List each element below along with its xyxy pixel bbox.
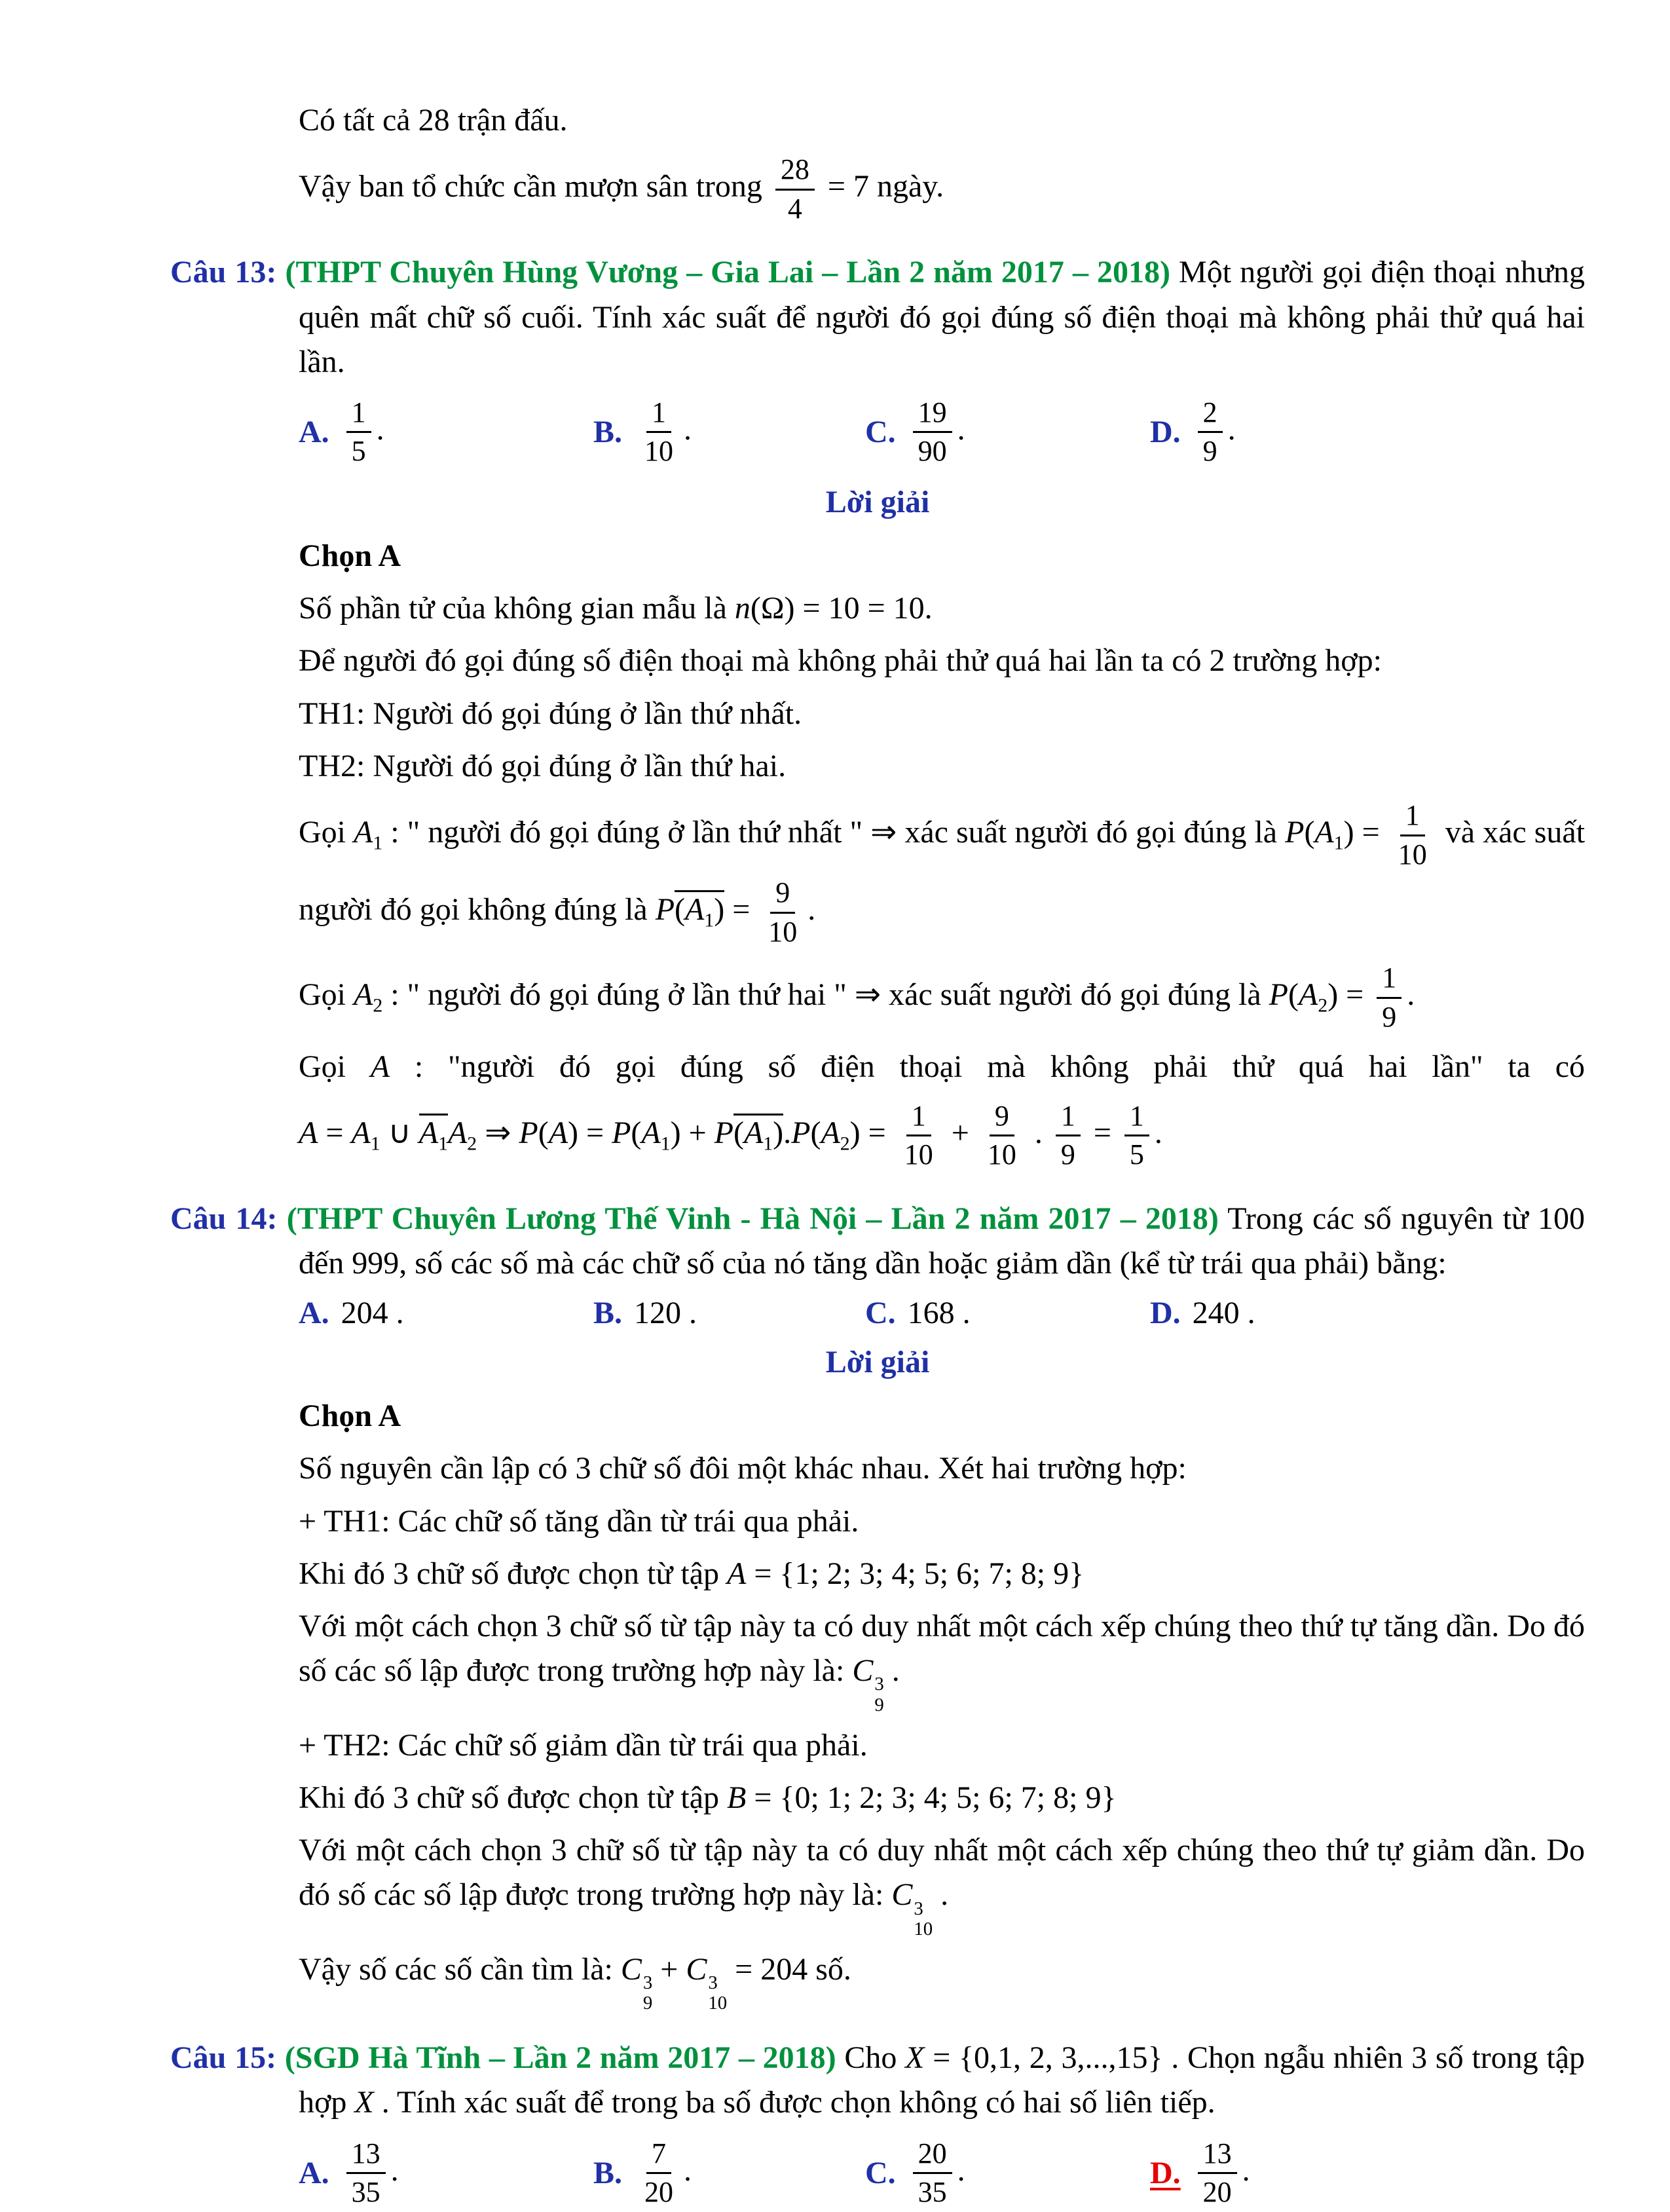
close-paren: ) bbox=[714, 892, 725, 928]
question-source: (THPT Chuyên Hùng Vương – Gia Lai – Lần 2 năm 2017 – 2018) bbox=[285, 255, 1170, 290]
text-run: . bbox=[807, 892, 816, 928]
text-run: ( bbox=[631, 1115, 642, 1150]
subscript: 2 bbox=[1318, 995, 1328, 1017]
math-variable: A bbox=[299, 1115, 318, 1150]
subscript: 2 bbox=[467, 1133, 477, 1155]
fraction bbox=[913, 2137, 952, 2209]
text-run: . bbox=[1026, 1115, 1050, 1150]
denominator: 5 bbox=[351, 435, 366, 468]
answer-options-row bbox=[299, 394, 1585, 471]
text-run: Gọi bbox=[299, 1049, 371, 1084]
text-run: Gọi bbox=[299, 977, 354, 1013]
option-letter: B. bbox=[593, 1296, 623, 1331]
text-run: Cho bbox=[836, 2040, 906, 2076]
text-run: ∪ bbox=[380, 1115, 419, 1150]
text-run: . bbox=[390, 2152, 399, 2188]
math-sup-sub bbox=[686, 1951, 728, 2014]
text-run: Vậy số các số cần tìm là: bbox=[299, 1951, 621, 1987]
solution-line bbox=[299, 1604, 1585, 1715]
chosen-answer: Chọn A bbox=[299, 538, 401, 574]
math-variable: P bbox=[714, 1115, 733, 1150]
solution-line bbox=[299, 959, 1585, 1036]
math-subscripted bbox=[743, 1115, 773, 1155]
denominator: 9 bbox=[1202, 435, 1217, 468]
subscript: 1 bbox=[438, 1133, 448, 1155]
text-run: . bbox=[883, 1653, 900, 1689]
solution-line bbox=[299, 1828, 1585, 1940]
question-text bbox=[278, 1201, 1585, 1281]
numerator: 7 bbox=[646, 2137, 671, 2175]
math-variable: A bbox=[351, 1115, 371, 1150]
chosen-answer: Chọn A bbox=[299, 1398, 401, 1434]
math-variable: A bbox=[354, 815, 373, 850]
answer-option bbox=[299, 2135, 593, 2212]
text-run: = bbox=[724, 892, 758, 928]
numerator: 9 bbox=[770, 876, 795, 914]
math-overlined bbox=[419, 1114, 448, 1154]
option-letter: C. bbox=[865, 1296, 896, 1331]
fraction bbox=[1377, 962, 1401, 1034]
answer-option bbox=[1150, 1295, 1585, 1331]
denominator: 10 bbox=[644, 435, 674, 468]
question-stem bbox=[170, 1197, 1585, 1286]
text-run: . bbox=[376, 411, 384, 447]
solution-formula bbox=[299, 1097, 1585, 1174]
subscript: 9 bbox=[642, 1993, 653, 2014]
solution-line bbox=[299, 692, 1585, 736]
math-variable: A bbox=[1314, 815, 1334, 850]
text-run: . bbox=[957, 411, 965, 447]
text-run: (Ω) = 10 = 10. bbox=[750, 591, 933, 626]
subscript: 1 bbox=[1333, 832, 1344, 854]
math-subscripted bbox=[351, 1115, 380, 1155]
text-run: . bbox=[957, 2152, 965, 2188]
answer-option bbox=[865, 1295, 1150, 1331]
question-13-section bbox=[170, 250, 1585, 1174]
fraction bbox=[639, 2137, 678, 2209]
answer-option bbox=[299, 1295, 593, 1331]
fraction bbox=[775, 153, 815, 225]
text-run bbox=[278, 1201, 287, 1236]
fraction bbox=[899, 1100, 938, 1172]
math-variable: P bbox=[1269, 977, 1288, 1013]
math-variable: P bbox=[655, 892, 675, 928]
text-run: . bbox=[1242, 2152, 1250, 2188]
text-run: Với một cách chọn 3 chữ số từ tập này ta có duy nhất một cách xếp chúng theo thứ tự tăng dần. Do đó số các số lập được trong trường hợp này là: bbox=[299, 1608, 1585, 1689]
math-variable: A bbox=[370, 1049, 390, 1084]
math-variable: X bbox=[905, 2040, 925, 2076]
text-run: ) + bbox=[670, 1115, 714, 1150]
text-run: + TH2: Các chữ số giảm dần từ trái qua phải. bbox=[299, 1727, 868, 1763]
text-run: ) = bbox=[849, 1115, 894, 1150]
math-variable: C bbox=[891, 1877, 913, 1913]
text-run bbox=[276, 2040, 285, 2075]
text-run: = bbox=[1085, 1115, 1119, 1150]
fraction bbox=[1198, 2137, 1237, 2209]
text-run: 240 . bbox=[1192, 1296, 1255, 1331]
question-stem bbox=[170, 250, 1585, 384]
math-variable: A bbox=[1298, 977, 1318, 1013]
denominator: 4 bbox=[787, 192, 802, 225]
text-run: Trong các số nguyên từ 100 đến 999, số các số mà các chữ số của nó tăng dần hoặc giảm dần (kể từ trái qua phải) bằng: bbox=[299, 1201, 1585, 1281]
numerator: 1 bbox=[1400, 799, 1425, 836]
option-letter: B. bbox=[593, 415, 623, 450]
math-overlined-paren bbox=[675, 890, 724, 931]
denominator: 10 bbox=[1398, 838, 1427, 871]
subscript: 2 bbox=[373, 995, 383, 1017]
text-run: . bbox=[684, 411, 692, 447]
answer-option bbox=[1150, 2135, 1585, 2212]
text-run: = bbox=[318, 1115, 352, 1150]
solution-line bbox=[299, 1552, 1585, 1596]
math-variable: A bbox=[354, 977, 373, 1013]
math-variable: C bbox=[852, 1653, 874, 1689]
text-run: + TH1: Các chữ số tăng dần từ trái qua phải. bbox=[299, 1503, 859, 1539]
text-run: . bbox=[783, 1115, 792, 1150]
fraction bbox=[1124, 1100, 1149, 1172]
solution-line bbox=[299, 1446, 1585, 1491]
fraction bbox=[1393, 799, 1432, 871]
text-run: Số nguyên cần lập có 3 chữ số đôi một khác nhau. Xét hai trường hợp: bbox=[299, 1451, 1187, 1486]
solution-line bbox=[299, 1045, 1585, 1089]
numerator: 1 bbox=[646, 396, 671, 434]
fraction bbox=[346, 2137, 386, 2209]
subscript: 1 bbox=[660, 1133, 671, 1155]
answer-option bbox=[593, 1295, 865, 1331]
math-variable: n bbox=[734, 591, 751, 626]
text-run: ( bbox=[1288, 977, 1299, 1013]
option-value bbox=[341, 1295, 404, 1331]
option-value bbox=[634, 1295, 697, 1331]
math-variable: C bbox=[620, 1951, 642, 1987]
subscript: 1 bbox=[373, 832, 383, 854]
numerator: 1 bbox=[906, 1100, 931, 1137]
subscript: 10 bbox=[708, 1993, 728, 2014]
text-run: và xác suất người đó gọi không đúng là bbox=[299, 815, 1586, 928]
text-run: Một người gọi điện thoại nhưng quên mất chữ số cuối. Tính xác suất để người đó gọi đúng số điện thoại mà không phải thử quá hai lần. bbox=[299, 255, 1586, 379]
text-run: = 7 ngày. bbox=[819, 169, 944, 204]
subscript: 10 bbox=[914, 1918, 933, 1940]
answer-options-row bbox=[299, 2135, 1585, 2212]
denominator: 10 bbox=[904, 1138, 933, 1171]
text-run: Khi đó 3 chữ số được chọn từ tập bbox=[299, 1780, 727, 1815]
text-run: . bbox=[1154, 1115, 1162, 1150]
question-14-section bbox=[170, 1197, 1585, 2014]
numerator: 13 bbox=[1198, 2137, 1237, 2175]
math-subscripted bbox=[354, 815, 383, 854]
text-run bbox=[276, 255, 285, 290]
denominator: 90 bbox=[918, 435, 947, 468]
question-label: Câu 15: bbox=[170, 2040, 277, 2076]
answer-option bbox=[1150, 394, 1585, 471]
solution-line bbox=[299, 1947, 1585, 2014]
text-run: Số phần tử của không gian mẫu là bbox=[299, 591, 735, 626]
superscript: 3 bbox=[914, 1898, 923, 1919]
option-letter: C. bbox=[865, 2156, 896, 2191]
math-variable: P bbox=[519, 1115, 538, 1150]
numerator: 20 bbox=[913, 2137, 952, 2175]
sup-sub-stack bbox=[914, 1899, 933, 1940]
option-value bbox=[1193, 394, 1236, 471]
subscript: 9 bbox=[874, 1694, 884, 1715]
question-text bbox=[276, 255, 1585, 379]
math-subscripted bbox=[447, 1115, 477, 1155]
math-subscripted bbox=[685, 892, 714, 931]
option-letter: A. bbox=[299, 415, 329, 450]
question-stem bbox=[170, 2036, 1585, 2125]
text-run: . Tính xác suất để trong ba số được chọn không có hai số liên tiếp. bbox=[373, 2085, 1215, 2120]
denominator: 35 bbox=[351, 2176, 380, 2209]
text-run: . bbox=[1407, 977, 1415, 1013]
text-run: + bbox=[652, 1951, 686, 1987]
math-variable: P bbox=[612, 1115, 631, 1150]
text-run: ( bbox=[1304, 815, 1315, 850]
text-run: ) = bbox=[568, 1115, 612, 1150]
denominator: 20 bbox=[644, 2176, 674, 2209]
math-overlined-paren bbox=[733, 1114, 783, 1154]
option-value bbox=[634, 394, 692, 471]
option-letter: D. bbox=[1150, 1296, 1181, 1331]
option-value bbox=[634, 2135, 692, 2212]
subscript: 1 bbox=[763, 1133, 773, 1155]
question-15-section bbox=[170, 2036, 1585, 2212]
text-run: . bbox=[933, 1877, 949, 1913]
math-variable: A bbox=[743, 1115, 764, 1150]
sup-sub-stack bbox=[708, 1973, 727, 2014]
answer-option bbox=[865, 2135, 1150, 2212]
text-run: . bbox=[1227, 411, 1236, 447]
question-label: Câu 13: bbox=[170, 255, 277, 290]
option-value bbox=[908, 394, 965, 471]
math-variable: A bbox=[641, 1115, 661, 1150]
numerator: 1 bbox=[1124, 1100, 1149, 1137]
subscript: 2 bbox=[840, 1133, 850, 1155]
superscript: 3 bbox=[708, 1972, 718, 1994]
solution-line bbox=[299, 1776, 1585, 1820]
math-subscripted bbox=[1314, 815, 1344, 854]
text-run: ( bbox=[538, 1115, 549, 1150]
math-variable: C bbox=[686, 1951, 707, 1987]
question-label: Câu 14: bbox=[170, 1201, 278, 1236]
numerator: 2 bbox=[1198, 396, 1223, 434]
option-letter: C. bbox=[865, 415, 896, 450]
text-run: : " người đó gọi đúng ở lần thứ hai " ⇒ xác suất người đó gọi đúng là bbox=[382, 977, 1269, 1013]
solution-line bbox=[299, 1723, 1585, 1768]
text-run: 168 . bbox=[907, 1296, 971, 1331]
solution-line bbox=[299, 639, 1585, 683]
solution-heading: Lời giải bbox=[825, 485, 930, 519]
math-variable: X bbox=[354, 2085, 374, 2120]
text-run: Gọi bbox=[299, 815, 354, 850]
text-run: + bbox=[943, 1115, 977, 1150]
math-variable: A bbox=[418, 1115, 439, 1150]
math-sup-sub bbox=[852, 1653, 884, 1715]
denominator: 35 bbox=[918, 2176, 947, 2209]
option-value bbox=[341, 2135, 399, 2212]
numerator: 1 bbox=[346, 396, 371, 434]
denominator: 9 bbox=[1060, 1138, 1075, 1171]
option-value bbox=[1193, 1295, 1255, 1331]
question-text bbox=[276, 2040, 1585, 2120]
math-variable: A bbox=[821, 1115, 840, 1150]
text-run: = {1; 2; 3; 4; 5; 6; 7; 8; 9} bbox=[746, 1556, 1085, 1591]
close-paren: ) bbox=[773, 1115, 784, 1150]
text-run: : "người đó gọi đúng số điện thoại mà không phải thử quá hai lần" ta có bbox=[390, 1049, 1586, 1084]
superscript: 3 bbox=[874, 1674, 884, 1695]
text-run: Với một cách chọn 3 chữ số từ tập này ta có duy nhất một cách xếp chúng theo thứ tự giảm dần. Do đó số các số lập được trong trường hợp này là: bbox=[299, 1832, 1585, 1913]
numerator: 1 bbox=[1056, 1100, 1081, 1137]
text-run: ) = bbox=[1343, 815, 1388, 850]
solution-line bbox=[299, 1499, 1585, 1544]
sup-sub-stack bbox=[643, 1973, 652, 2014]
correct-answer-letter: D. bbox=[1150, 2156, 1181, 2191]
text-run: ) = bbox=[1327, 977, 1372, 1013]
superscript: 3 bbox=[642, 1972, 653, 1994]
math-sup-sub bbox=[891, 1877, 933, 1940]
math-variable: P bbox=[1285, 815, 1305, 850]
fraction bbox=[913, 396, 952, 468]
fraction bbox=[639, 396, 678, 468]
question-source: (THPT Chuyên Lương Thế Vinh - Hà Nội – Lần 2 năm 2017 – 2018) bbox=[286, 1201, 1219, 1236]
text-run: Vậy ban tổ chức cần mượn sân trong bbox=[299, 169, 770, 204]
question-source: (SGD Hà Tĩnh – Lần 2 năm 2017 – 2018) bbox=[284, 2040, 836, 2076]
answer-option bbox=[865, 394, 1150, 471]
subscript: 1 bbox=[704, 909, 714, 931]
math-subscripted bbox=[641, 1115, 671, 1155]
math-sup-sub bbox=[620, 1951, 653, 2014]
math-variable: A bbox=[727, 1556, 747, 1591]
math-subscripted bbox=[354, 977, 383, 1017]
answer-option bbox=[593, 394, 865, 471]
text-run: : " người đó gọi đúng ở lần thứ nhất " ⇒ xác suất người đó gọi đúng là bbox=[382, 815, 1286, 850]
numerator: 28 bbox=[775, 153, 815, 191]
math-variable: A bbox=[685, 892, 705, 928]
option-value bbox=[341, 394, 384, 471]
text-run: TH2: Người đó gọi đúng ở lần thứ hai. bbox=[299, 748, 787, 783]
solution-line bbox=[299, 744, 1585, 789]
fraction bbox=[1198, 396, 1223, 468]
numerator: 1 bbox=[1377, 962, 1401, 999]
intro-line: Có tất cả 28 trận đấu. bbox=[299, 103, 568, 138]
option-value bbox=[1193, 2135, 1250, 2212]
math-variable: B bbox=[727, 1780, 747, 1815]
option-letter: A. bbox=[299, 1296, 329, 1331]
math-subscripted bbox=[1298, 977, 1328, 1017]
solution-line bbox=[299, 586, 1585, 631]
fraction bbox=[1056, 1100, 1081, 1172]
answer-option bbox=[593, 2135, 865, 2212]
text-run: Khi đó 3 chữ số được chọn từ tập bbox=[299, 1556, 727, 1591]
text-run: ( bbox=[810, 1115, 821, 1150]
sup-sub-stack bbox=[874, 1674, 883, 1715]
option-value bbox=[908, 2135, 965, 2212]
math-variable: A bbox=[447, 1115, 468, 1150]
text-run: = {0; 1; 2; 3; 4; 5; 6; 7; 8; 9} bbox=[746, 1780, 1117, 1815]
math-variable: A bbox=[548, 1115, 568, 1150]
denominator: 5 bbox=[1129, 1138, 1144, 1171]
text-run: 120 . bbox=[634, 1296, 697, 1331]
text-run: = 204 số. bbox=[727, 1951, 851, 1987]
numerator: 9 bbox=[990, 1100, 1014, 1137]
numerator: 19 bbox=[913, 396, 952, 434]
math-variable: P bbox=[791, 1115, 811, 1150]
answer-options-row bbox=[299, 1295, 1585, 1331]
solution-heading: Lời giải bbox=[825, 1345, 930, 1380]
open-paren: ( bbox=[733, 1115, 744, 1150]
open-paren: ( bbox=[675, 892, 686, 928]
denominator: 10 bbox=[987, 1138, 1016, 1171]
text-run: ⇒ bbox=[477, 1115, 519, 1150]
option-value bbox=[908, 1295, 971, 1331]
text-run: = {0,1, 2, 3,...,15} . Chọn ngẫu nhiên 3 số trong tập hợp bbox=[299, 2040, 1586, 2120]
intro-line-formula bbox=[299, 151, 1585, 228]
text-run: 204 . bbox=[341, 1296, 404, 1331]
math-subscripted bbox=[821, 1115, 850, 1155]
solution-line bbox=[299, 797, 1585, 951]
text-run: Để người đó gọi đúng số điện thoại mà không phải thử quá hai lần ta có 2 trường hợp: bbox=[299, 643, 1382, 679]
option-letter: A. bbox=[299, 2156, 329, 2191]
option-letter: B. bbox=[593, 2156, 623, 2191]
subscript: 1 bbox=[370, 1133, 380, 1155]
fraction bbox=[346, 396, 371, 468]
denominator: 20 bbox=[1202, 2176, 1232, 2209]
text-run: . bbox=[684, 2152, 692, 2188]
fraction bbox=[763, 876, 802, 948]
numerator: 13 bbox=[346, 2137, 386, 2175]
denominator: 10 bbox=[768, 915, 798, 948]
denominator: 9 bbox=[1382, 1000, 1397, 1033]
answer-option bbox=[299, 394, 593, 471]
text-run: TH1: Người đó gọi đúng ở lần thứ nhất. bbox=[299, 696, 802, 731]
option-letter: D. bbox=[1150, 415, 1181, 450]
fraction bbox=[982, 1100, 1022, 1172]
